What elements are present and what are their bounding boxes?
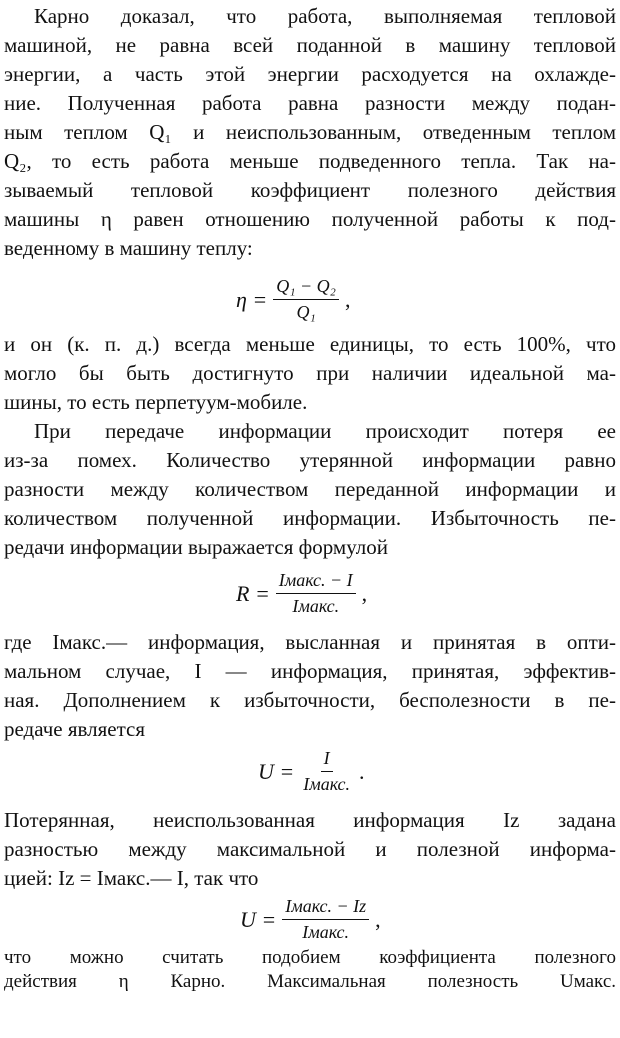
text-line: ние. Полученная работа равна разности между подан- bbox=[4, 91, 616, 115]
text-line: из-за помех. Количество утерянной информации равно bbox=[4, 448, 616, 472]
text-line: машиной, не равна всей поданной в машину тепловой bbox=[4, 33, 616, 57]
formula-punct: , bbox=[375, 906, 381, 932]
text-line: разностью между максимальной и полезной информа- bbox=[4, 837, 616, 861]
formula-punct: , bbox=[361, 580, 368, 606]
formula-punct: , bbox=[344, 286, 351, 312]
fraction-numerator: Iмакс. − I bbox=[276, 570, 356, 594]
fraction bbox=[282, 896, 369, 943]
formula-usefulness bbox=[240, 896, 381, 943]
formula-redundancy bbox=[236, 570, 367, 617]
fraction bbox=[273, 276, 339, 323]
text-line: редачи информации выражается формулой bbox=[4, 535, 388, 559]
formula-lhs: R = bbox=[236, 580, 270, 606]
text-line: и он (к. п. д.) всегда меньше единицы, то есть 100%, что bbox=[4, 332, 616, 356]
fraction-denominator: Iмакс. bbox=[303, 774, 350, 794]
text-line: цией: Iz = Iмакс.— I, так что bbox=[4, 866, 259, 890]
formula-punct: . bbox=[358, 758, 365, 784]
text-line: Карно доказал, что работа, выполняемая тепловой bbox=[34, 4, 616, 28]
formula-lhs: U = bbox=[258, 758, 295, 784]
text-line: ным теплом Q₁ и неиспользованным, отведенным теплом bbox=[4, 120, 616, 144]
text-line: Q₂, то есть работа меньше подведенного тепла. Так на- bbox=[4, 149, 616, 173]
text-line: действия η Карно. Максимальная полезность Uмакс. bbox=[4, 971, 616, 992]
text-line: ная. Дополнением к избыточности, бесполезности в пе- bbox=[4, 688, 616, 712]
formula-uselessness bbox=[258, 748, 364, 795]
fraction bbox=[300, 748, 353, 795]
text-line: Потерянная, неиспользованная информация Iz задана bbox=[4, 808, 616, 832]
text-line: машины η равен отношению полученной работы к под- bbox=[4, 207, 616, 231]
fraction bbox=[276, 570, 356, 617]
text-line: зываемый тепловой коэффициент полезного действия bbox=[4, 178, 616, 202]
text-line: энергии, а часть этой энергии расходуется на охлажде- bbox=[4, 62, 616, 86]
text-line: где Iмакс.— информация, высланная и принятая в опти- bbox=[4, 630, 616, 654]
text-line: количеством полученной информации. Избыточность пе- bbox=[4, 506, 616, 530]
fraction-denominator: Iмакс. bbox=[302, 922, 350, 942]
text-line: могло бы быть достигнуто при наличии идеальной ма- bbox=[4, 361, 616, 385]
fraction-denominator: Iмакс. bbox=[292, 596, 340, 616]
text-line: веденному в машину теплу: bbox=[4, 236, 253, 260]
text-line: редаче является bbox=[4, 717, 146, 741]
text-line: разности между количеством переданной информации и bbox=[4, 477, 616, 501]
formula-lhs: U = bbox=[240, 906, 277, 932]
formula-efficiency bbox=[236, 276, 350, 323]
text-line: что можно считать подобием коэффициента полезного bbox=[4, 947, 616, 968]
formula-lhs: η = bbox=[236, 286, 268, 312]
text-line: шины, то есть перпетуум-мобиле. bbox=[4, 390, 308, 414]
fraction-numerator: Iмакс. − Iz bbox=[282, 896, 369, 920]
text-line: При передаче информации происходит потеря ее bbox=[34, 419, 616, 443]
fraction-denominator: Q₁ bbox=[296, 302, 316, 322]
fraction-numerator: Q₁ − Q₂ bbox=[273, 276, 339, 300]
text-line: мальном случае, I — информация, принятая, эффектив- bbox=[4, 659, 616, 683]
fraction-numerator: I bbox=[321, 748, 333, 772]
